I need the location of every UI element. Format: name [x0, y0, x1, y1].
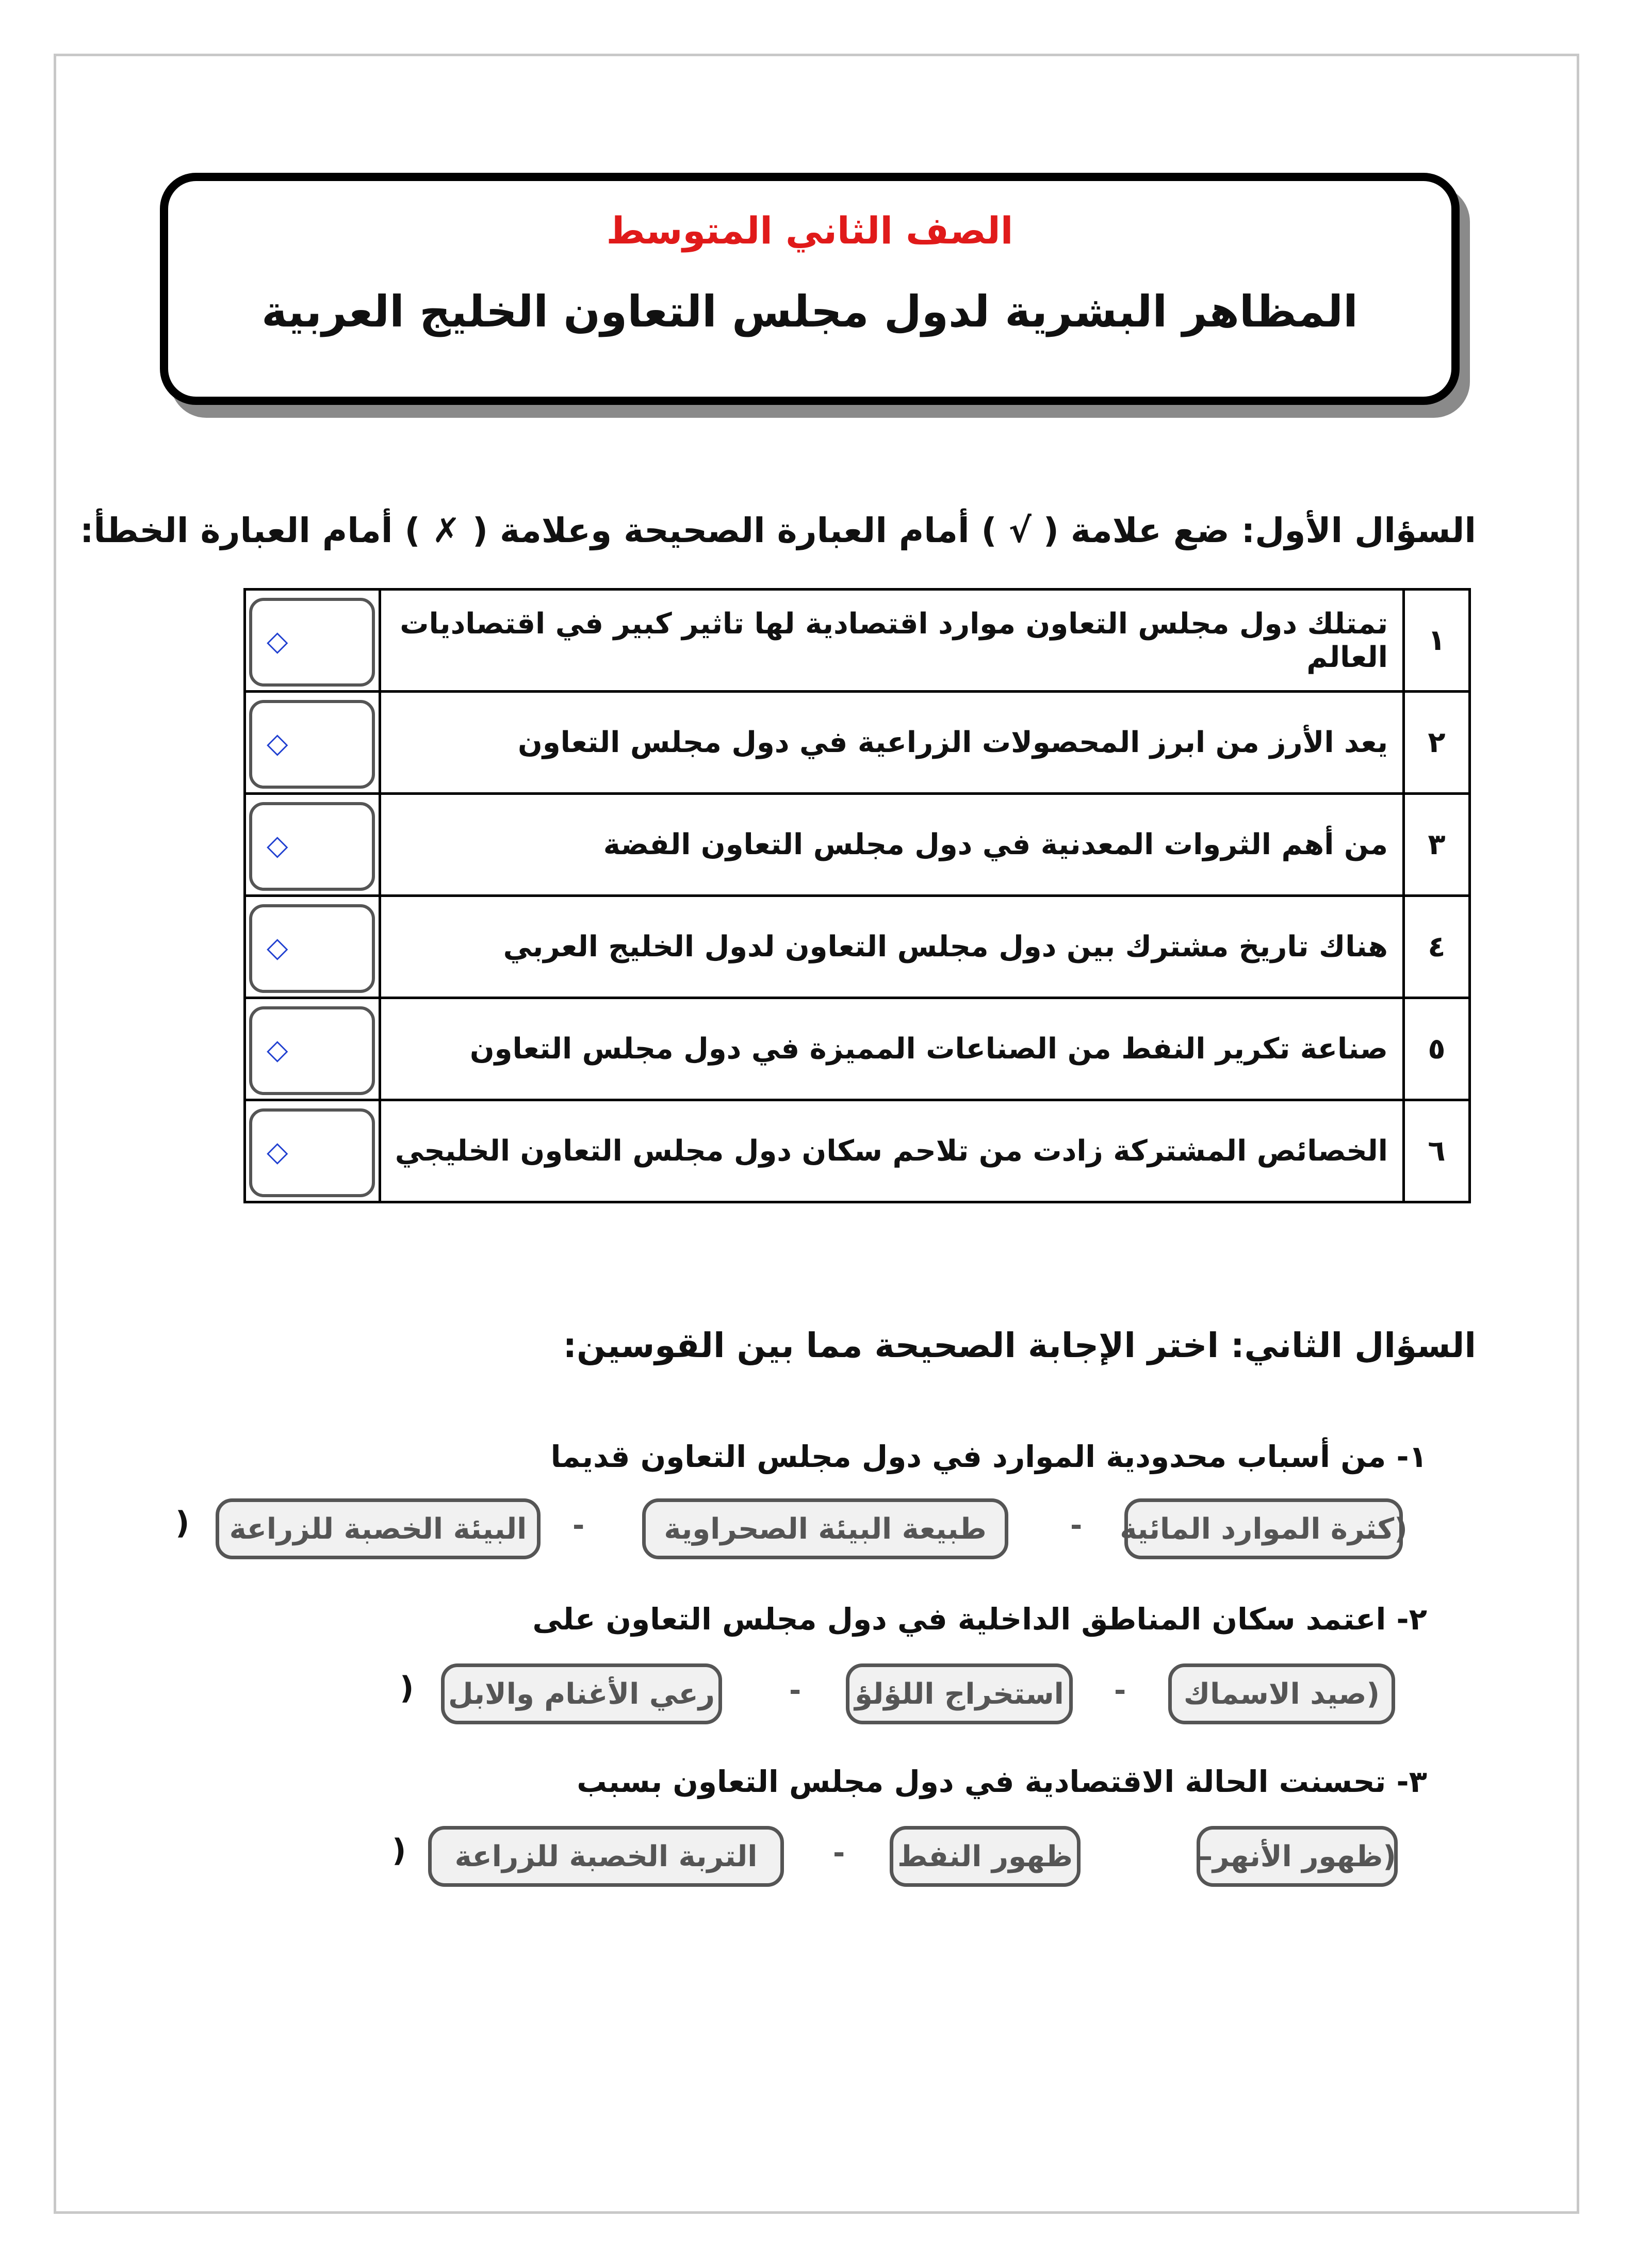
row-number: ١	[1404, 590, 1470, 692]
closing-paren: )	[392, 1833, 406, 1869]
dropdown-arrows-icon: ◇	[267, 625, 288, 657]
answer-dropdown[interactable]	[249, 1108, 375, 1197]
answer-dropdown[interactable]	[249, 1006, 375, 1095]
mcq-question-2: ٢- اعتمد سكان المناطق الداخلية في دول مجلس التعاون على	[532, 1602, 1427, 1637]
dropdown-arrows-icon: ◇	[267, 1033, 288, 1066]
table-row	[245, 896, 1470, 998]
statement: هناك تاريخ مشترك بين دول مجلس التعاون لدول الخليج العربي	[380, 896, 1404, 998]
dropdown-arrows-icon: ◇	[267, 829, 288, 861]
mcq-question-1: ١- من أسباب محدودية الموارد في دول مجلس التعاون قديما	[550, 1439, 1427, 1474]
row-number: ٦	[1404, 1100, 1470, 1202]
dropdown-arrows-icon: ◇	[267, 727, 288, 759]
separator: -	[1070, 1509, 1083, 1542]
separator: -	[1114, 1674, 1126, 1707]
question1-heading: السؤال الأول: ضع علامة ( √ ) أمام العبارة الصحيحة وعلامة ( ✗ ) أمام العبارة الخطأ:	[80, 511, 1476, 550]
lesson-title: المظاهر البشرية لدول مجلس التعاون الخليج العربية	[261, 286, 1358, 337]
statement: من أهم الثروات المعدنية في دول مجلس التعاون الفضة	[380, 794, 1404, 896]
option-button[interactable]: ظهور النفط	[890, 1826, 1081, 1887]
row-number: ٥	[1404, 998, 1470, 1100]
separator: -	[572, 1509, 585, 1542]
option-button[interactable]: استخراج اللؤلؤ	[846, 1663, 1073, 1724]
option-button[interactable]: (صيد الاسماك	[1168, 1663, 1395, 1724]
closing-paren: )	[400, 1670, 414, 1706]
table-row	[245, 998, 1470, 1100]
answer-dropdown[interactable]	[249, 904, 375, 993]
true-false-table	[243, 588, 1471, 1203]
row-number: ٢	[1404, 692, 1470, 794]
table-row	[245, 590, 1470, 692]
separator: -	[833, 1836, 845, 1870]
statement: يعد الأرز من ابرز المحصولات الزراعية في دول مجلس التعاون	[380, 692, 1404, 794]
statement: صناعة تكرير النفط من الصناعات المميزة في دول مجلس التعاون	[380, 998, 1404, 1100]
statement: تمتلك دول مجلس التعاون موارد اقتصادية لها تاثير كبير في اقتصاديات العالم	[380, 590, 1404, 692]
table-row	[245, 794, 1470, 896]
option-button[interactable]: طبيعة البيئة الصحراوية	[642, 1498, 1008, 1559]
option-button[interactable]: التربة الخصبة للزراعة	[428, 1826, 784, 1887]
table-row	[245, 1100, 1470, 1202]
dropdown-arrows-icon: ◇	[267, 931, 288, 964]
closing-paren: )	[175, 1505, 190, 1541]
option-button[interactable]: (ظهور الأنهر–	[1197, 1826, 1398, 1887]
mcq-question-3: ٣- تحسنت الحالة الاقتصادية في دول مجلس التعاون بسبب	[577, 1764, 1427, 1799]
option-button[interactable]: (كثرة الموارد المائية	[1124, 1498, 1403, 1559]
separator: -	[789, 1674, 801, 1707]
answer-dropdown[interactable]	[249, 700, 375, 789]
option-button[interactable]: البيئة الخصبة للزراعة	[216, 1498, 541, 1559]
grade-title: الصف الثاني المتوسط	[606, 209, 1013, 252]
dropdown-arrows-icon: ◇	[267, 1135, 288, 1168]
question2-heading: السؤال الثاني: اختر الإجابة الصحيحة مما بين القوسين:	[563, 1326, 1476, 1365]
statement: الخصائص المشتركة زادت من تلاحم سكان دول مجلس التعاون الخليجي	[380, 1100, 1404, 1202]
table-row	[245, 692, 1470, 794]
answer-dropdown[interactable]	[249, 802, 375, 891]
option-button[interactable]: رعي الأغنام والابل	[441, 1663, 722, 1724]
row-number: ٣	[1404, 794, 1470, 896]
row-number: ٤	[1404, 896, 1470, 998]
answer-dropdown[interactable]	[249, 598, 375, 687]
